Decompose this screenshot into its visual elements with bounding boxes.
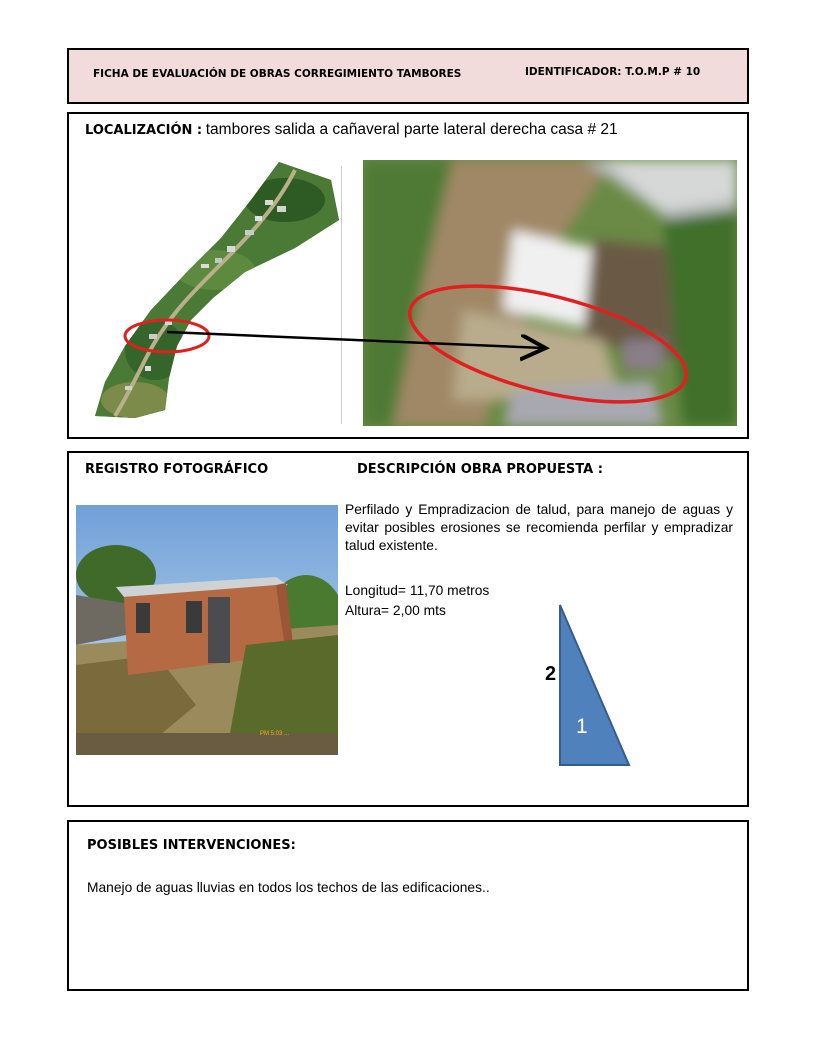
slope-triangle: [557, 603, 633, 769]
location-text: tambores salida a cañaveral parte lateral derecha casa # 21: [205, 121, 618, 138]
slope-height-label: 2: [545, 663, 557, 685]
header-box: [67, 48, 749, 104]
identifier-label: IDENTIFICADOR: T.O.M.P # 10: [525, 66, 701, 78]
location-label: LOCALIZACIÓN :: [85, 123, 203, 138]
description-heading: DESCRIPCIÓN OBRA PROPUESTA :: [357, 462, 603, 477]
description-text: Perfilado y Empradizacion de talud, para manejo de aguas y evitar posibles erosiones se recomienda perfilar y empradizar talud existente.: [345, 502, 733, 553]
height-value: Altura= 2,00 mts: [345, 603, 446, 618]
interventions-heading: POSIBLES INTERVENCIONES:: [87, 838, 296, 853]
site-photo: [76, 505, 338, 755]
photo-description-section: [67, 451, 749, 807]
location-arrow: [69, 114, 751, 441]
photo-section-heading: REGISTRO FOTOGRÁFICO: [85, 462, 269, 477]
photo-timestamp: PM 5:03 ...: [260, 731, 290, 737]
interventions-section: [67, 820, 749, 991]
interventions-text: Manejo de aguas lluvias en todos los techos de las edificaciones..: [87, 880, 490, 895]
length-value: Longitud= 11,70 metros: [345, 583, 490, 598]
form-title: FICHA DE EVALUACIÓN DE OBRAS CORREGIMIENTO TAMBORES: [93, 68, 462, 80]
slope-base-label: 1: [576, 715, 588, 738]
location-section: [67, 112, 749, 439]
